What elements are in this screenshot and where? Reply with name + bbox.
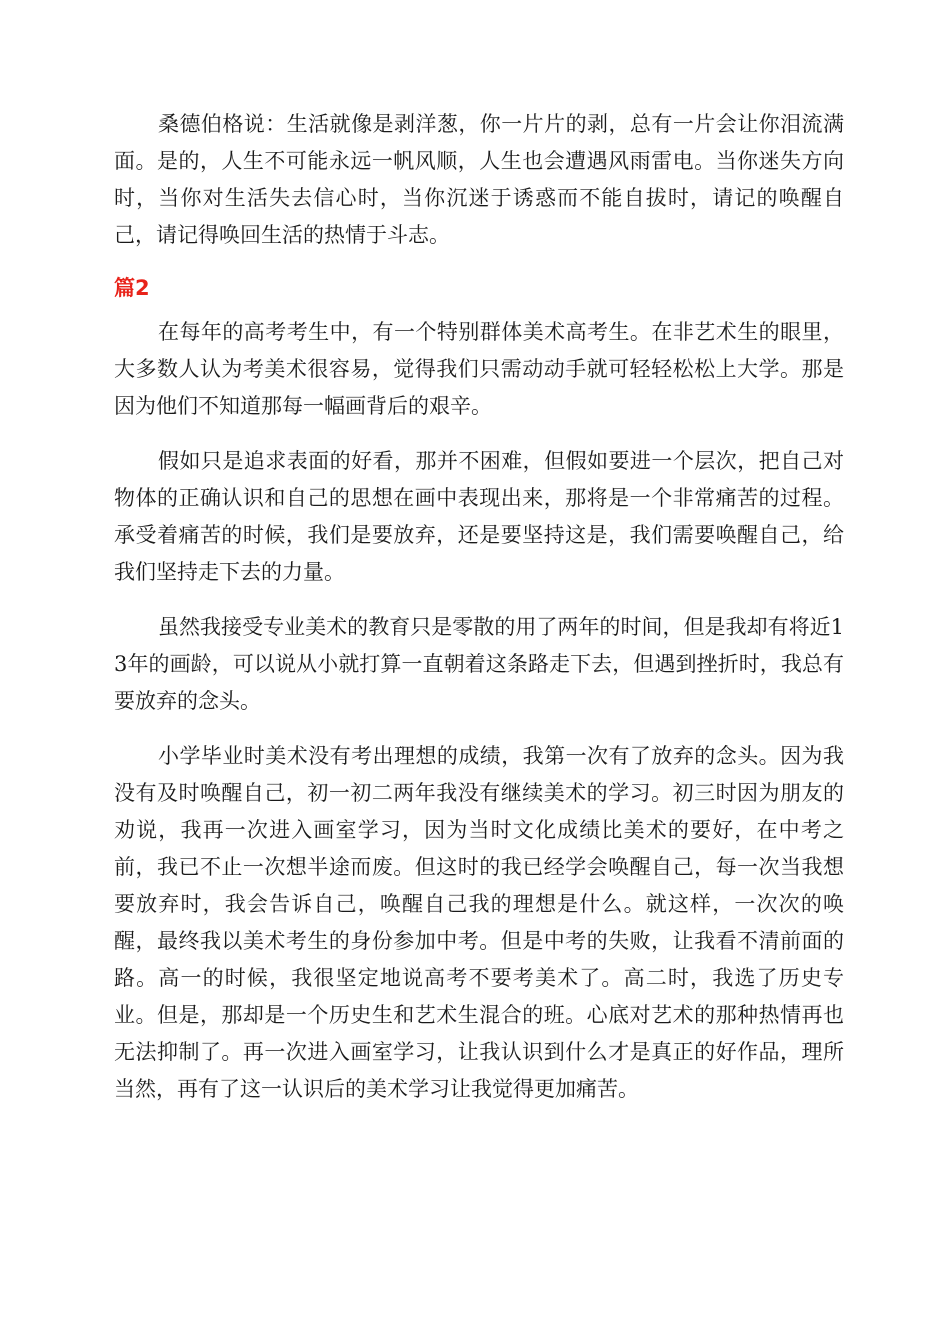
paragraph-surface-beauty: 假如只是追求表面的好看，那并不困难，但假如要进一个层次，把自己对物体的正确认识和自己的思想在画中表现出来，那将是一个非常痛苦的过程。承受着痛苦的时候，我们是要放弃，还是要坚持这是，我们需要唤醒自己，给我们坚持走下去的力量。 [114, 449, 844, 584]
section-heading: 篇2 [114, 276, 150, 300]
paragraph-sandburg-quote: 桑德伯格说：生活就像是剥洋葱，你一片片的剥，总有一片会让你泪流满面。是的，人生不可能永远一帆风顺，人生也会遭遇风雨雷电。当你迷失方向时，当你对生活失去信心时，当你沉迷于诱惑而不能自拔时，请记的唤醒自己，请记得唤回生活的热情于斗志。 [114, 112, 844, 247]
document-body [114, 106, 844, 1126]
paragraph-thirteen-years: 虽然我接受专业美术的教育只是零散的用了两年的时间，但是我却有将近13年的画龄，可以说从小就打算一直朝着这条路走下去，但遇到挫折时，我总有要放弃的念头。 [114, 615, 844, 713]
paragraph-school-journey: 小学毕业时美术没有考出理想的成绩，我第一次有了放弃的念头。因为我没有及时唤醒自己，初一初二两年我没有继续美术的学习。初三时因为朋友的劝说，我再一次进入画室学习，因为当时文化成绩比美术的要好，在中考之前，我已不止一次想半途而废。但这时的我已经学会唤醒自己，每一次当我想要放弃时，我会告诉自己，唤醒自己我的理想是什么。就这样，一次次的唤醒，最终我以美术考生的身份参加中考。但是中考的失败，让我看不清前面的路。高一的时候，我很坚定地说高考不要考美术了。高二时，我选了历史专业。但是，那却是一个历史生和艺术生混合的班。心底对艺术的那种热情再也无法抑制了。再一次进入画室学习，让我认识到什么才是真正的好作品，理所当然，再有了这一认识后的美术学习让我觉得更加痛苦。 [114, 744, 844, 1101]
paragraph-art-students: 在每年的高考考生中，有一个特别群体美术高考生。在非艺术生的眼里，大多数人认为考美术很容易，觉得我们只需动动手就可轻轻松松上大学。那是因为他们不知道那每一幅画背后的艰辛。 [114, 320, 844, 418]
